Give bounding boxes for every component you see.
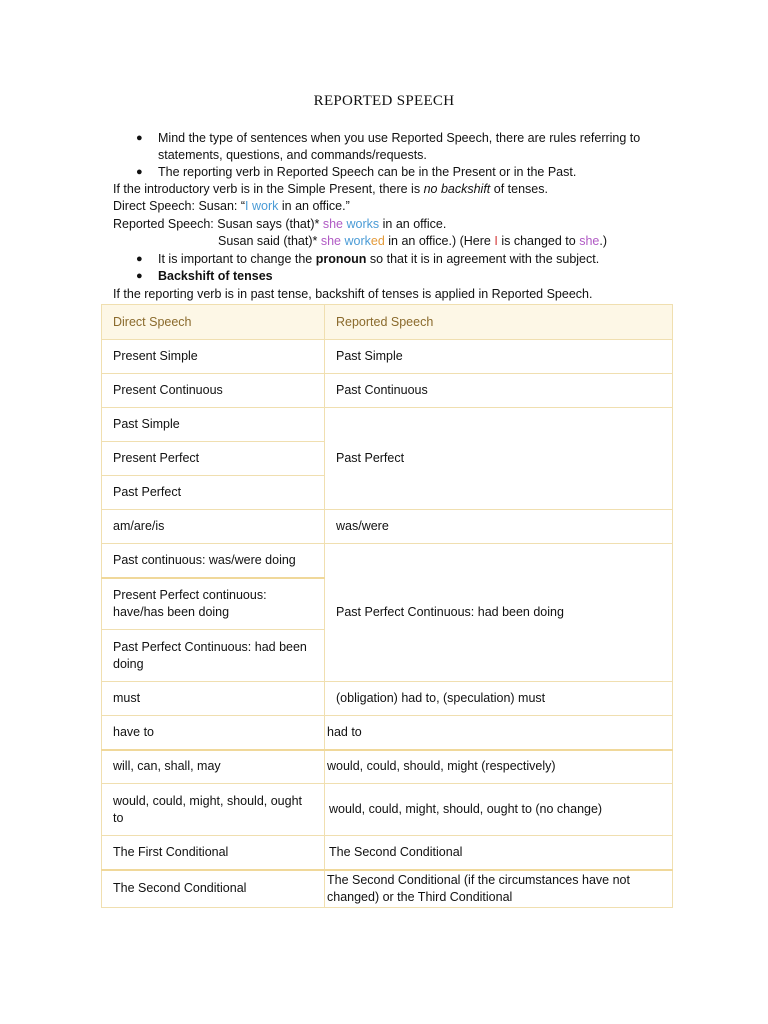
reported-speech-line-2 (218, 233, 607, 250)
past-tense-note: If the reporting verb is in past tense, backshift of tenses is applied in Reported Speech. (113, 287, 593, 301)
table-row (102, 870, 673, 908)
reported2-pronoun: she (320, 234, 341, 248)
reported2-mid: in an office.) (Here (388, 234, 491, 248)
direct-pre: Direct Speech: Susan: “ (113, 199, 246, 213)
reported2-pre: Susan said (that)* (218, 234, 318, 248)
reported2-end: .) (599, 234, 607, 248)
table-row (102, 544, 673, 578)
bullet-3-line (158, 251, 599, 268)
reported2-verb-ending: ed (370, 234, 385, 248)
reported1-verb: works (346, 217, 380, 231)
reported2-i: I (494, 234, 498, 248)
reported-cell: Past Continuous (325, 374, 673, 408)
header-direct-speech: Direct Speech (102, 305, 325, 340)
reported-cell: Past Perfect (325, 408, 673, 510)
table-row (102, 408, 673, 442)
intro-italic: no backshift (423, 182, 491, 196)
intro-post: of tenses. (493, 182, 548, 196)
reported1-post: in an office. (382, 217, 447, 231)
direct-cell: Past Perfect Continuous: had been doing (102, 630, 325, 682)
direct-cell: The First Conditional (102, 836, 325, 870)
reported-cell: Past Perfect Continuous: had been doing (325, 544, 673, 682)
table-header-row (102, 305, 673, 340)
direct-verb: work (251, 199, 279, 213)
reported2-she: she (579, 234, 600, 248)
reported-cell: would, could, might, should, ought to (no change) (325, 784, 673, 836)
reported1-pronoun: she (322, 217, 344, 231)
table-row (102, 340, 673, 374)
direct-cell: Present Continuous (102, 374, 325, 408)
intro-line (113, 181, 548, 198)
bullet-3-bold: pronoun (315, 252, 367, 266)
direct-cell: Present Perfect (102, 442, 325, 476)
reported-speech-line-1 (113, 216, 446, 233)
header-reported-speech: Reported Speech (325, 305, 673, 340)
direct-cell: Past Simple (102, 408, 325, 442)
reported-cell: would, could, should, might (respectively) (325, 750, 673, 784)
bullet-1-line-1: Mind the type of sentences when you use Reported Speech, there are rules referring to (158, 131, 641, 145)
bullet-dot: ● (136, 166, 143, 178)
reported2-verb-stem: work (344, 234, 371, 248)
direct-cell: The Second Conditional (102, 870, 325, 908)
table-row (102, 682, 673, 716)
table-row (102, 784, 673, 836)
reported-cell: Past Simple (325, 340, 673, 374)
reported-cell: The Second Conditional (325, 836, 673, 870)
table-row (102, 836, 673, 870)
tense-backshift-table (101, 304, 673, 908)
direct-cell: Present Simple (102, 340, 325, 374)
bullet-1-line-2: statements, questions, and commands/requests. (158, 148, 427, 162)
direct-pronoun: I (245, 199, 249, 213)
bullet-2-line: The reporting verb in Reported Speech can be in the Present or in the Past. (158, 165, 577, 179)
direct-cell: have to (102, 716, 325, 750)
bullet-dot: ● (136, 253, 143, 265)
direct-cell: will, can, shall, may (102, 750, 325, 784)
bullet-3-post: so that it is in agreement with the subject. (369, 252, 600, 266)
bullet-4-line: Backshift of tenses (158, 269, 273, 283)
reported-cell: was/were (325, 510, 673, 544)
table-row (102, 750, 673, 784)
direct-post: in an office.” (281, 199, 350, 213)
bullet-3-pre: It is important to change the (158, 252, 313, 266)
page-title: REPORTED SPEECH (313, 93, 455, 109)
intro-pre: If the introductory verb is in the Simple Present, there is (113, 182, 421, 196)
direct-speech-line (113, 198, 350, 215)
reported1-pre: Reported Speech: Susan says (that)* (113, 217, 320, 231)
reported2-mid2: is changed to (501, 234, 576, 248)
reported-cell: had to (325, 716, 673, 750)
bullet-dot: ● (136, 132, 143, 144)
table-row (102, 716, 673, 750)
table-row (102, 510, 673, 544)
reported-cell: (obligation) had to, (speculation) must (325, 682, 673, 716)
direct-cell: Present Perfect continuous: have/has been doing (102, 578, 325, 630)
direct-cell: would, could, might, should, ought to (102, 784, 325, 836)
direct-cell: Past continuous: was/were doing (102, 544, 325, 578)
table-row (102, 374, 673, 408)
direct-cell: must (102, 682, 325, 716)
reported-cell: The Second Conditional (if the circumstances have not changed) or the Third Conditional (325, 870, 673, 908)
bullet-dot: ● (136, 270, 143, 282)
direct-cell: am/are/is (102, 510, 325, 544)
direct-cell: Past Perfect (102, 476, 325, 510)
